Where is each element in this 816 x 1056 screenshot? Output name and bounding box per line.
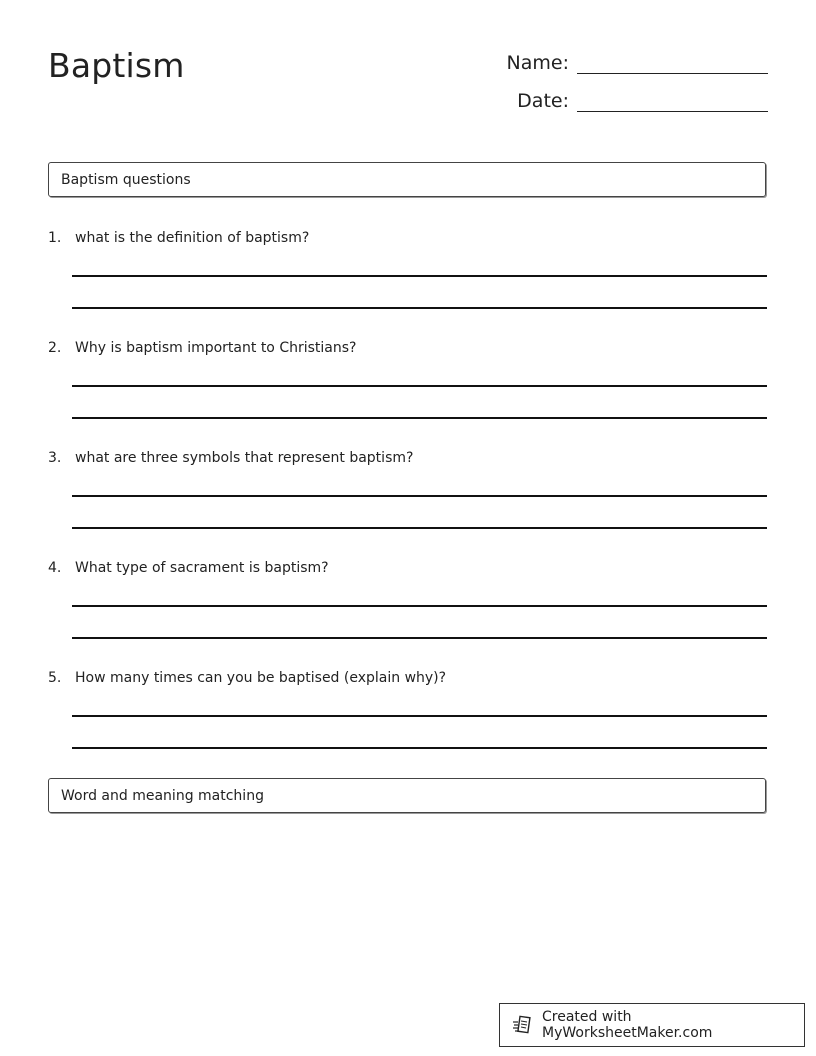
question-number: 3. — [48, 450, 62, 466]
question-4 — [48, 559, 768, 577]
question-text: what are three symbols that represent baptism? — [75, 450, 414, 466]
answer-line[interactable] — [72, 637, 767, 639]
question-text: How many times can you be baptised (explain why)? — [75, 670, 447, 686]
date-field[interactable] — [517, 90, 768, 112]
question-5 — [48, 669, 768, 687]
footer-text: Created with MyWorksheetMaker.com — [542, 1009, 713, 1041]
date-input-line[interactable] — [577, 97, 768, 112]
name-field[interactable] — [507, 52, 768, 74]
question-text: what is the definition of baptism? — [75, 230, 310, 246]
worksheet-title: Baptism — [48, 46, 185, 85]
worksheet-maker-logo-icon — [512, 1014, 534, 1036]
question-number: 5. — [48, 670, 62, 686]
answer-line[interactable] — [72, 527, 767, 529]
section-header-word-matching: Word and meaning matching — [48, 778, 766, 813]
question-text: What type of sacrament is baptism? — [75, 560, 329, 576]
section-header-baptism-questions: Baptism questions — [48, 162, 766, 197]
answer-line[interactable] — [72, 385, 767, 387]
answer-line[interactable] — [72, 747, 767, 749]
question-3 — [48, 449, 768, 467]
question-number: 2. — [48, 340, 62, 356]
name-input-line[interactable] — [577, 59, 768, 74]
question-number: 1. — [48, 230, 62, 246]
question-2 — [48, 339, 768, 357]
footer-badge[interactable] — [499, 1003, 805, 1047]
question-1 — [48, 229, 768, 247]
answer-line[interactable] — [72, 605, 767, 607]
question-number: 4. — [48, 560, 62, 576]
answer-line[interactable] — [72, 417, 767, 419]
answer-line[interactable] — [72, 495, 767, 497]
answer-line[interactable] — [72, 307, 767, 309]
date-label: Date: — [517, 90, 569, 112]
answer-line[interactable] — [72, 715, 767, 717]
question-text: Why is baptism important to Christians? — [75, 340, 357, 356]
name-label: Name: — [506, 52, 569, 74]
answer-line[interactable] — [72, 275, 767, 277]
